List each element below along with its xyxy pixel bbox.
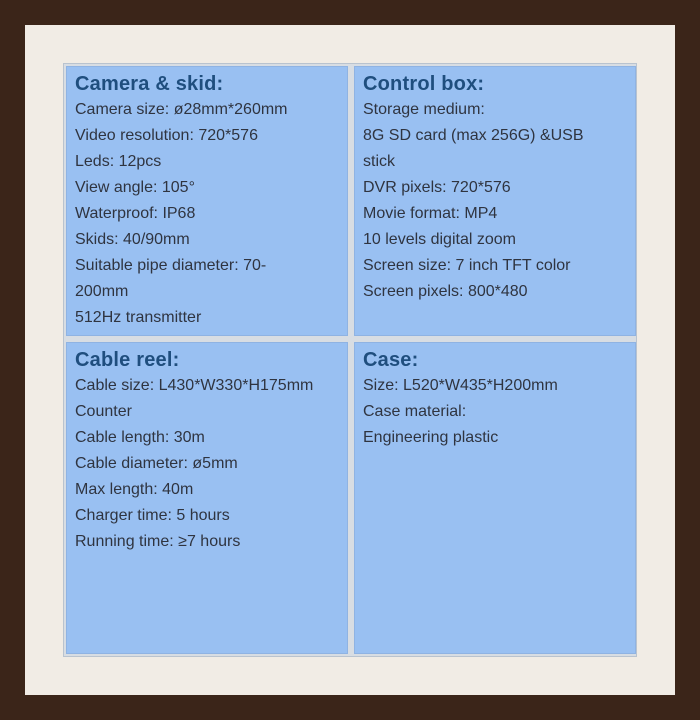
spec-cell-case: [354, 342, 636, 654]
spec-line: Camera size: ø28mm*260mm: [75, 101, 288, 118]
spec-list: [363, 97, 635, 305]
spec-line: Max length: 40m: [75, 481, 194, 498]
spec-list: [75, 373, 347, 555]
spec-line: Case material:: [363, 403, 467, 420]
spec-line: stick: [363, 153, 395, 170]
spec-line: Charger time: 5 hours: [75, 507, 230, 524]
spec-line: Running time: ≥7 hours: [75, 533, 241, 550]
spec-cell-control-box: [354, 66, 636, 336]
spec-line: Engineering plastic: [363, 429, 499, 446]
spec-line: Cable diameter: ø5mm: [75, 455, 238, 472]
spec-line: Skids: 40/90mm: [75, 231, 190, 248]
spec-table: [63, 63, 637, 657]
spec-cell-cable-reel: [66, 342, 348, 654]
spec-line: 10 levels digital zoom: [363, 231, 516, 248]
spec-line: 512Hz transmitter: [75, 309, 202, 326]
spec-line: Video resolution: 720*576: [75, 127, 258, 144]
spec-line: DVR pixels: 720*576: [363, 179, 511, 196]
spec-line: Screen pixels: 800*480: [363, 283, 528, 300]
section-title: Camera & skid:: [75, 73, 224, 95]
spec-line: Size: L520*W435*H200mm: [363, 377, 558, 394]
spec-line: Leds: 12pcs: [75, 153, 162, 170]
spec-list: [363, 373, 635, 451]
spec-list: [75, 97, 347, 331]
spec-line: 8G SD card (max 256G) &USB: [363, 127, 584, 144]
spec-line: Screen size: 7 inch TFT color: [363, 257, 571, 274]
spec-line: Counter: [75, 403, 132, 420]
spec-line: Waterproof: IP68: [75, 205, 196, 222]
spec-line: Cable size: L430*W330*H175mm: [75, 377, 314, 394]
spec-line: Storage medium:: [363, 101, 485, 118]
frame-mat: [25, 25, 675, 695]
spec-line: Movie format: MP4: [363, 205, 498, 222]
section-title: Cable reel:: [75, 349, 180, 371]
spec-cell-camera-skid: [66, 66, 348, 336]
section-title: Control box:: [363, 73, 485, 95]
section-title: Case:: [363, 349, 419, 371]
spec-line: Suitable pipe diameter: 70-: [75, 257, 267, 274]
spec-line: View angle: 105°: [75, 179, 195, 196]
spec-line: Cable length: 30m: [75, 429, 205, 446]
spec-line: 200mm: [75, 283, 129, 300]
